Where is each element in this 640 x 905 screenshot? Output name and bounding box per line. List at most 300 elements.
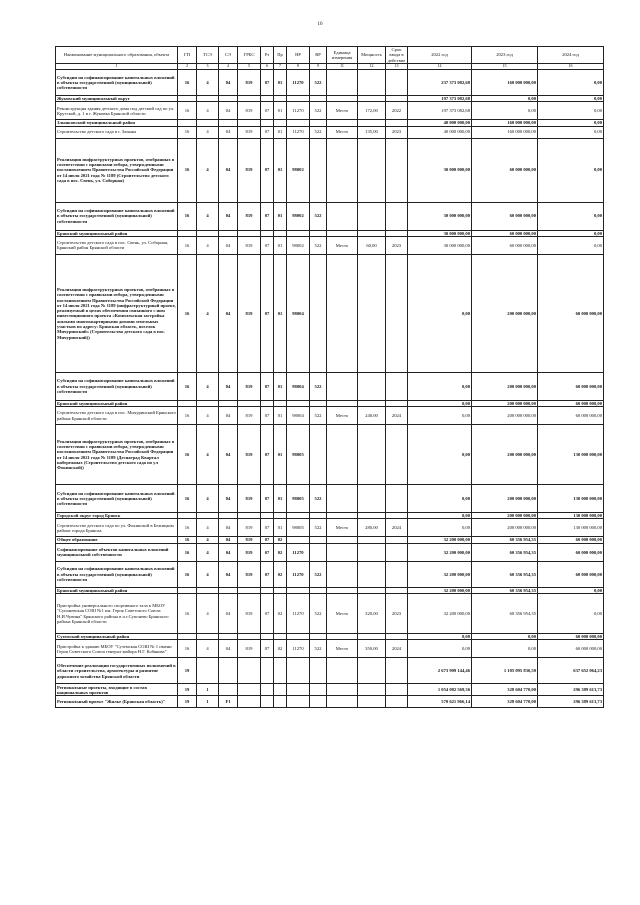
column-header: ВР xyxy=(310,47,327,64)
table-row xyxy=(56,70,604,96)
table-cell: 01 xyxy=(274,254,287,372)
table-cell xyxy=(310,138,327,202)
table-cell: 130 000 000,00 xyxy=(538,513,604,519)
table-cell: 04 xyxy=(219,640,238,658)
table-cell: 200 000 000,00 xyxy=(472,254,538,372)
table-cell: F1 xyxy=(219,696,238,708)
table-cell: 320,00 xyxy=(358,594,386,634)
table-cell: 32 200 000,00 xyxy=(408,594,472,634)
table-cell: 819 xyxy=(238,561,261,587)
table-cell: 160 000 000,00 xyxy=(472,120,538,126)
table-cell: 197 373 082,68 xyxy=(408,96,472,102)
table-cell: 237 373 082,68 xyxy=(408,70,472,96)
table-cell: 19 xyxy=(178,684,197,696)
table-cell: 04 xyxy=(219,425,238,485)
table-cell: 01 xyxy=(274,236,287,254)
table-cell: 570 621 966,14 xyxy=(408,696,472,708)
table-cell: 07 xyxy=(261,543,274,561)
column-index: 11 xyxy=(327,64,358,70)
column-index: 3 xyxy=(197,64,219,70)
table-cell: 16 xyxy=(178,138,197,202)
table-cell: 04 xyxy=(219,202,238,230)
table-cell xyxy=(358,684,386,696)
table-cell: 16 xyxy=(178,407,197,425)
table-row xyxy=(56,254,604,372)
table-cell: 60 000 000,00 xyxy=(538,537,604,543)
table-cell: 819 xyxy=(238,70,261,96)
table-cell: 07 xyxy=(261,236,274,254)
table-row xyxy=(56,658,604,684)
table-cell: 16 xyxy=(178,485,197,513)
table-cell: 522 xyxy=(310,126,327,138)
table-cell xyxy=(386,70,408,96)
table-cell: 0,00 xyxy=(472,634,538,640)
table-row xyxy=(56,640,604,658)
table-cell: 02 xyxy=(274,561,287,587)
table-cell: Место xyxy=(327,519,358,537)
table-cell: 522 xyxy=(310,640,327,658)
table-cell: 4 xyxy=(197,407,219,425)
table-row xyxy=(56,684,604,696)
table-cell: 522 xyxy=(310,485,327,513)
table-row xyxy=(56,519,604,537)
row-name-cell: Реализация инфраструктурных проектов, отобранных в соответствии с правилами отбора, утвержденными постановлением Правительства Российской Федерации от 14 июля 2021 года № 1189 (Деснаград Квартал набережных (Строительство детского сада по ул Фокинской)) xyxy=(56,425,178,485)
table-cell xyxy=(327,202,358,230)
row-name-cell: Строительство детского сада по ул. Фокинской в Бежицком районе города Брянска xyxy=(56,519,178,537)
table-cell: 522 xyxy=(310,407,327,425)
table-cell: 16 xyxy=(178,254,197,372)
row-name-cell: Жуковский муниципальный округ xyxy=(56,96,178,102)
table-cell: 30 000 000,00 xyxy=(408,236,472,254)
table-cell: 07 xyxy=(261,640,274,658)
table-cell: 0,00 xyxy=(408,519,472,537)
table-cell: 4 xyxy=(197,102,219,120)
table-cell: 1 xyxy=(197,684,219,696)
table-cell xyxy=(358,485,386,513)
table-cell: 0,00 xyxy=(538,587,604,593)
table-cell xyxy=(386,561,408,587)
column-index: 7 xyxy=(274,64,287,70)
header-row xyxy=(56,47,604,64)
table-cell xyxy=(386,696,408,708)
table-cell: 0,00 xyxy=(408,254,472,372)
column-index: 15 xyxy=(472,64,538,70)
column-header: Пр xyxy=(274,47,287,64)
table-cell xyxy=(274,658,287,684)
column-header: ТСЭ xyxy=(197,47,219,64)
table-cell: 60 000 000,00 xyxy=(538,407,604,425)
table-cell: 0,00 xyxy=(408,640,472,658)
table-cell: 01 xyxy=(274,372,287,400)
table-cell xyxy=(327,543,358,561)
table-cell: 0,00 xyxy=(538,202,604,230)
table-body xyxy=(56,70,604,708)
table-cell xyxy=(327,684,358,696)
table-cell: 60 000 000,00 xyxy=(472,230,538,236)
table-cell xyxy=(327,696,358,708)
column-header: Наименование муниципального образования, объекта xyxy=(56,47,178,64)
table-cell: 07 xyxy=(261,372,274,400)
table-cell: 819 xyxy=(238,254,261,372)
table-cell: 16 xyxy=(178,640,197,658)
table-cell: 0,00 xyxy=(472,640,538,658)
row-name-cell: Субсидии на софинансирование капитальных вложений в объекты государственной (муниципальной) собственности xyxy=(56,561,178,587)
table-cell: 522 xyxy=(310,372,327,400)
table-cell: 200 000 000,00 xyxy=(472,485,538,513)
table-cell: 1 105 095 836,50 xyxy=(472,658,538,684)
table-cell: 16 xyxy=(178,537,197,543)
table-cell: 04 xyxy=(219,519,238,537)
table-cell: 01 xyxy=(274,202,287,230)
table-cell: 819 xyxy=(238,485,261,513)
table-cell: 30 000 000,00 xyxy=(408,138,472,202)
row-name-cell: Субсидии на софинансирование капитальных вложений в объекты государственной (муниципальной) собственности xyxy=(56,485,178,513)
table-cell: 0,00 xyxy=(538,120,604,126)
table-row xyxy=(56,372,604,400)
table-cell: 07 xyxy=(261,254,274,372)
column-index: 9 xyxy=(310,64,327,70)
table-cell xyxy=(261,684,274,696)
row-name-cell: Пристройка универсального спортивного зала к МБОУ "Супоневская СОШ №1 им. Героя Советского Союза Н.И.Чувина" Брянского района в п.г.Супонево Брянского района Брянской области xyxy=(56,594,178,634)
table-cell: 11270 xyxy=(287,543,310,561)
table-cell: 60 000 000,00 xyxy=(538,400,604,406)
table-cell: 0,00 xyxy=(408,400,472,406)
column-header: 2023 год xyxy=(472,47,538,64)
table-cell: 19 xyxy=(178,696,197,708)
table-cell: 16 xyxy=(178,126,197,138)
table-cell: 0,00 xyxy=(538,138,604,202)
table-cell: 522 xyxy=(310,561,327,587)
table-cell: 819 xyxy=(238,640,261,658)
row-name-cell: Строительство детского сада в г. Злынка xyxy=(56,126,178,138)
table-cell: 130 000 000,00 xyxy=(538,485,604,513)
column-header: Срок ввода в действие xyxy=(386,47,408,64)
table-cell: 16 xyxy=(178,236,197,254)
table-cell: 0,00 xyxy=(538,96,604,102)
table-cell: 04 xyxy=(219,126,238,138)
table-cell: 0,00 xyxy=(408,513,472,519)
column-index: 13 xyxy=(386,64,408,70)
table-cell: 60 356 954,35 xyxy=(472,594,538,634)
table-cell: 16 xyxy=(178,519,197,537)
table-cell: 02 xyxy=(274,640,287,658)
table-cell: 1 054 082 569,36 xyxy=(408,684,472,696)
table-cell: 4 xyxy=(197,372,219,400)
table-cell xyxy=(327,138,358,202)
table-cell: 2023 xyxy=(386,594,408,634)
table-cell: 98002 xyxy=(287,138,310,202)
table-cell: 98004 xyxy=(287,407,310,425)
column-index: 12 xyxy=(358,64,386,70)
table-cell: 819 xyxy=(238,126,261,138)
table-cell: 328 604 770,00 xyxy=(472,696,538,708)
column-index: 2 xyxy=(178,64,197,70)
table-cell: 4 xyxy=(197,254,219,372)
column-header: 2022 год xyxy=(408,47,472,64)
table-cell: 200 000 000,00 xyxy=(472,400,538,406)
table-cell: 40 000 000,00 xyxy=(408,120,472,126)
table-cell: 2024 xyxy=(386,640,408,658)
table-cell xyxy=(310,254,327,372)
row-name-cell: Софинансирование объектов капитальных вложений муниципальной собственности xyxy=(56,543,178,561)
table-cell: 04 xyxy=(219,561,238,587)
table-cell xyxy=(358,425,386,485)
table-cell xyxy=(358,372,386,400)
row-name-cell: Строительство детского сада в пос. Мичуринский Брянского района Брянской области xyxy=(56,407,178,425)
table-row xyxy=(56,425,604,485)
table-cell xyxy=(358,543,386,561)
row-name-cell: Реконструкция здания детского дома под детский сад по ул. Крутской, д. 1 в г. Жуковка Брянской области xyxy=(56,102,178,120)
row-name-cell: Субсидии на софинансирование капитальных вложений в объекты государственной (муниципальной) собственности xyxy=(56,70,178,96)
table-cell: 02 xyxy=(274,537,287,543)
table-cell: 07 xyxy=(261,138,274,202)
row-name-cell: Строительство детского сада в пос. Свень, ул. Соборная, Брянский район Брянской области xyxy=(56,236,178,254)
row-name-cell: Брянский муниципальный район xyxy=(56,400,178,406)
table-cell: 07 xyxy=(261,407,274,425)
table-cell: 98002 xyxy=(287,202,310,230)
table-cell: 160 000 000,00 xyxy=(472,126,538,138)
table-cell: 135,00 xyxy=(358,126,386,138)
table-cell: 200 000 000,00 xyxy=(472,372,538,400)
table-cell xyxy=(261,696,274,708)
table-cell: 172,00 xyxy=(358,102,386,120)
table-cell: 07 xyxy=(261,425,274,485)
table-cell xyxy=(386,658,408,684)
table-cell: 04 xyxy=(219,537,238,543)
table-cell: 01 xyxy=(274,70,287,96)
table-cell: 0,00 xyxy=(472,102,538,120)
table-cell: 296 389 613,73 xyxy=(538,684,604,696)
column-index: 4 xyxy=(219,64,238,70)
column-header: ГРБС xyxy=(238,47,261,64)
table-cell: 07 xyxy=(261,594,274,634)
table-cell: 04 xyxy=(219,138,238,202)
table-cell: 0,00 xyxy=(408,425,472,485)
table-cell: 4 xyxy=(197,236,219,254)
table-row xyxy=(56,561,604,587)
table-cell: 11270 xyxy=(287,640,310,658)
table-cell: 16 xyxy=(178,543,197,561)
table-cell: 4 xyxy=(197,519,219,537)
table-cell: 16 xyxy=(178,561,197,587)
column-header: СЭ xyxy=(219,47,238,64)
table-cell: 4 xyxy=(197,561,219,587)
table-cell xyxy=(386,485,408,513)
column-index: 8 xyxy=(287,64,310,70)
table-cell: 60 000 000,00 xyxy=(538,372,604,400)
table-row xyxy=(56,202,604,230)
table-cell: 04 xyxy=(219,407,238,425)
table-cell: 60 356 954,35 xyxy=(472,561,538,587)
row-name-cell: Субсидии на софинансирование капитальных вложений в объекты государственной (муниципальной) собственности xyxy=(56,372,178,400)
table-cell xyxy=(310,425,327,485)
table-cell: 4 xyxy=(197,425,219,485)
table-cell: 60 000 000,00 xyxy=(472,236,538,254)
table-cell: 200 000 000,00 xyxy=(472,425,538,485)
row-name-cell: Реализация инфраструктурных проектов, отобранных в соответствии с правилами отбора, утвержденными постановлением Правительства Российской Федерации от 14 июля 2021 года № 1189 (инфраструктурный проект, реализуемый в целях обеспечения связанного с ним инвестиционного проекта «Комплексная застройка жилыми многоквартирными домами земельных участков по адресу: Брянская область, поселок Мичуринский» (Строительство детского сада в пос. Мичуринский)) xyxy=(56,254,178,372)
table-cell: 130 000 000,00 xyxy=(538,519,604,537)
table-cell: 60 000 000,00 xyxy=(472,138,538,202)
table-cell: 60 356 954,35 xyxy=(472,537,538,543)
table-row xyxy=(56,594,604,634)
table-cell: 2024 xyxy=(386,407,408,425)
table-cell xyxy=(358,561,386,587)
table-cell: 2024 xyxy=(386,519,408,537)
table-cell: 160 000 000,00 xyxy=(472,70,538,96)
table-cell xyxy=(327,372,358,400)
table-cell: 350,00 xyxy=(358,640,386,658)
table-cell: 2022 xyxy=(386,102,408,120)
table-cell: 240,00 xyxy=(358,407,386,425)
column-header: ГП xyxy=(178,47,197,64)
table-cell: 819 xyxy=(238,236,261,254)
table-cell: 4 xyxy=(197,640,219,658)
table-cell: 0,00 xyxy=(538,230,604,236)
table-cell: Место xyxy=(327,236,358,254)
table-cell: 98004 xyxy=(287,254,310,372)
table-cell: 60 000 000,00 xyxy=(472,202,538,230)
table-cell xyxy=(386,543,408,561)
column-index: 16 xyxy=(538,64,604,70)
table-cell: 0,00 xyxy=(538,236,604,254)
table-cell xyxy=(386,202,408,230)
table-cell: 16 xyxy=(178,202,197,230)
table-cell: 1 xyxy=(197,696,219,708)
table-cell xyxy=(358,254,386,372)
table-cell: 60 356 954,35 xyxy=(472,587,538,593)
table-cell: 32 200 000,00 xyxy=(408,543,472,561)
column-index: 5 xyxy=(238,64,261,70)
table-cell: 04 xyxy=(219,594,238,634)
table-cell: 2023 xyxy=(386,126,408,138)
table-cell xyxy=(219,684,238,696)
table-cell: Место xyxy=(327,102,358,120)
table-cell: 60,00 xyxy=(358,236,386,254)
table-cell xyxy=(327,254,358,372)
table-cell: Место xyxy=(327,594,358,634)
table-cell: 130 000 000,00 xyxy=(538,425,604,485)
row-name-cell: Суземский муниципальный район xyxy=(56,634,178,640)
table-cell: 02 xyxy=(274,543,287,561)
table-cell: 4 xyxy=(197,543,219,561)
table-row xyxy=(56,485,604,513)
row-name-cell: Обеспечение реализации государственных полномочий в области строительства, архитектуры и развитие дорожного хозяйства Брянской области xyxy=(56,658,178,684)
table-cell: 4 xyxy=(197,594,219,634)
row-name-cell: Субсидии на софинансирование капитальных вложений в объекты государственной (муниципальной) собственности xyxy=(56,202,178,230)
column-header: 2024 год xyxy=(538,47,604,64)
table-cell xyxy=(197,658,219,684)
table-cell: 19 xyxy=(178,658,197,684)
table-cell: 0,00 xyxy=(408,485,472,513)
table-cell: 280,00 xyxy=(358,519,386,537)
table-row xyxy=(56,543,604,561)
table-cell: 11270 xyxy=(287,561,310,587)
table-row xyxy=(56,407,604,425)
table-cell: 98004 xyxy=(287,372,310,400)
table-cell xyxy=(358,138,386,202)
table-cell: 04 xyxy=(219,543,238,561)
table-cell: 819 xyxy=(238,138,261,202)
row-name-cell: Злынковский муниципальный район xyxy=(56,120,178,126)
table-cell: 819 xyxy=(238,102,261,120)
table-cell: 11270 xyxy=(287,102,310,120)
table-cell xyxy=(261,658,274,684)
table-cell xyxy=(386,138,408,202)
table-cell: 0,00 xyxy=(538,102,604,120)
table-cell: 04 xyxy=(219,254,238,372)
row-name-cell: Городской округ город Брянск xyxy=(56,513,178,519)
table-cell: 819 xyxy=(238,519,261,537)
column-header: Мощность xyxy=(358,47,386,64)
table-cell xyxy=(238,696,261,708)
table-cell xyxy=(310,696,327,708)
column-index: 14 xyxy=(408,64,472,70)
table-cell: 01 xyxy=(274,138,287,202)
table-cell xyxy=(358,70,386,96)
table-cell: 01 xyxy=(274,102,287,120)
row-name-cell: Брянский муниципальный район xyxy=(56,230,178,236)
table-cell: 2 673 909 144,46 xyxy=(408,658,472,684)
row-name-cell: Пристройка к зданию МБОУ "Суземская СОШ № 1 имени Героя Советского Союза генерал-майора Н.Г. Кобякова" xyxy=(56,640,178,658)
table-cell: 819 xyxy=(238,407,261,425)
table-cell: 0,00 xyxy=(538,70,604,96)
budget-table xyxy=(55,46,604,708)
table-cell xyxy=(310,684,327,696)
table-cell: 98002 xyxy=(287,236,310,254)
table-cell: 07 xyxy=(261,485,274,513)
table-cell: 04 xyxy=(219,70,238,96)
column-index: 6 xyxy=(261,64,274,70)
table-cell: 4 xyxy=(197,126,219,138)
table-cell: 4 xyxy=(197,485,219,513)
table-cell: 200 000 000,00 xyxy=(472,519,538,537)
table-cell: 30 000 000,00 xyxy=(408,202,472,230)
table-cell: 98005 xyxy=(287,519,310,537)
table-cell: 11270 xyxy=(287,126,310,138)
table-cell: 11270 xyxy=(287,70,310,96)
row-name-cell: Региональные проекты, входящие в состав национальных проектов xyxy=(56,684,178,696)
table-row xyxy=(56,236,604,254)
table-cell: 07 xyxy=(261,126,274,138)
table-cell: 01 xyxy=(274,407,287,425)
table-cell: 819 xyxy=(238,594,261,634)
table-cell xyxy=(386,684,408,696)
table-cell: 819 xyxy=(238,543,261,561)
table-cell xyxy=(358,202,386,230)
table-cell xyxy=(287,684,310,696)
table-cell: 0,00 xyxy=(538,594,604,634)
table-cell: 60 000 000,00 xyxy=(538,254,604,372)
table-cell xyxy=(327,425,358,485)
table-cell: 4 xyxy=(197,537,219,543)
table-cell xyxy=(358,658,386,684)
table-cell: 328 604 770,00 xyxy=(472,684,538,696)
table-cell: 11270 xyxy=(287,594,310,634)
table-cell: 04 xyxy=(219,485,238,513)
table-cell: 522 xyxy=(310,202,327,230)
table-cell: 522 xyxy=(310,236,327,254)
column-header: НР xyxy=(287,47,310,64)
row-name-cell: Реализация инфраструктурных проектов, отобранных в соответствии с правилами отбора, утвержденными постановлением Правительства Российской Федерации от 14 июля 2021 года № 1189 (Строительство детского сада в пос. Свень, ул. Соборная) xyxy=(56,138,178,202)
table-cell: 01 xyxy=(274,425,287,485)
table-cell: 16 xyxy=(178,425,197,485)
column-index: 1 xyxy=(56,64,178,70)
table-cell: Место xyxy=(327,126,358,138)
table-cell: 07 xyxy=(261,519,274,537)
table-cell: 4 xyxy=(197,138,219,202)
table-cell: 0,00 xyxy=(472,96,538,102)
table-cell: 98005 xyxy=(287,485,310,513)
